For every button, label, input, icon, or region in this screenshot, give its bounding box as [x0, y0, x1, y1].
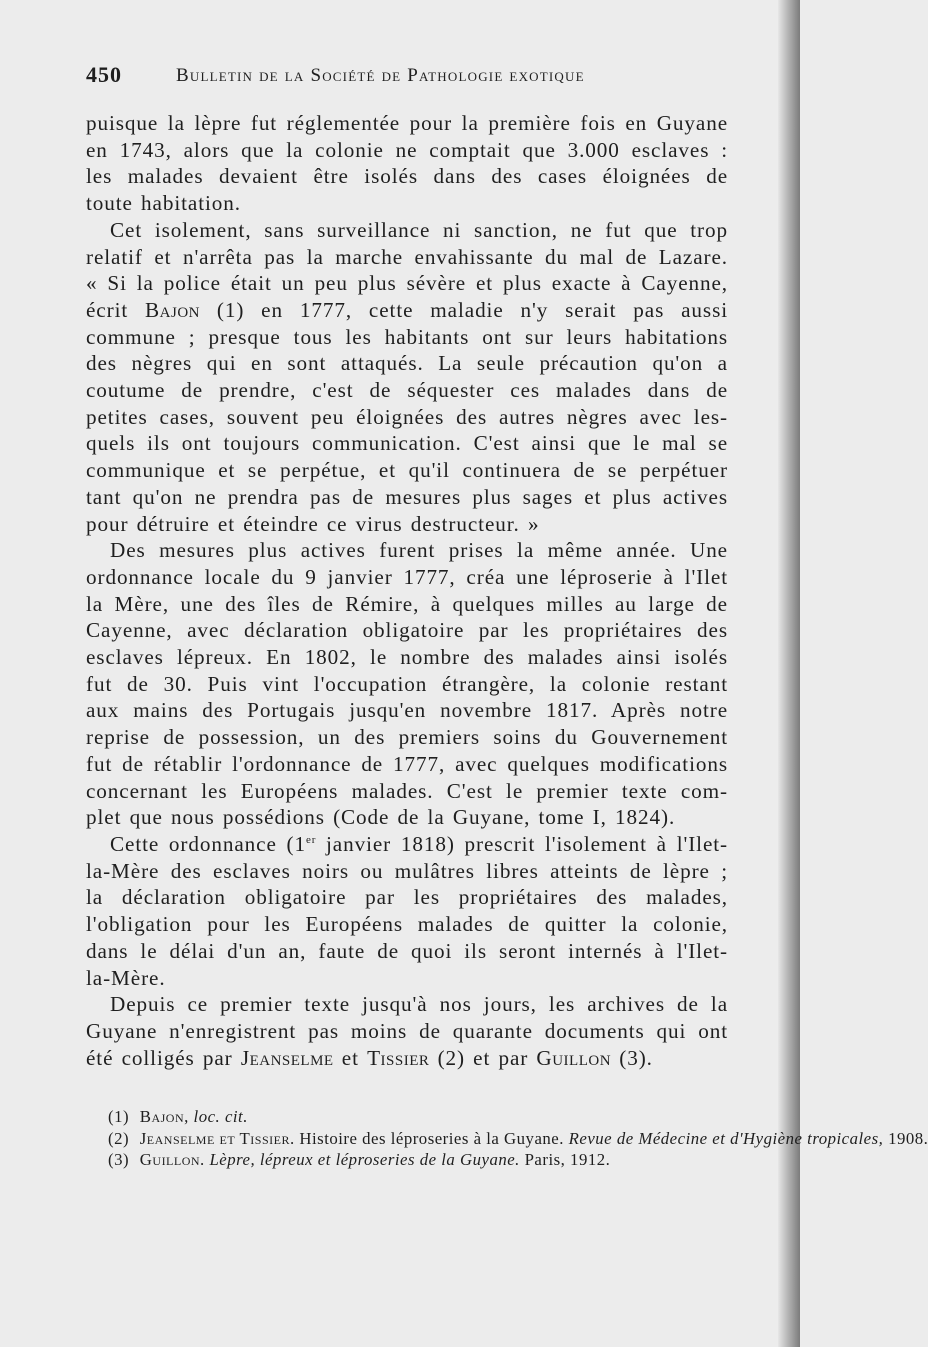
text-line: ordonnance locale du 9 janvier 1777, créa une léproserie à l'Ilet	[86, 564, 728, 589]
text-line: « Si la police était un peu plus sévère et plus exacte à Cayenne,	[86, 271, 728, 296]
footnote-marker: (3)	[108, 1150, 130, 1169]
footnote-marker: (2)	[108, 1128, 130, 1148]
author-name: Tissier	[367, 1045, 430, 1070]
text-line: la déclaration obligatoire par les propriétaires des malades,	[86, 885, 728, 910]
ordinal-suffix: er	[305, 833, 317, 846]
footnote-author: Bajon,	[139, 1107, 189, 1126]
text-line: la-Mère.	[86, 965, 166, 990]
text-line: esclaves lépreux. En 1802, le nombre des malades ainsi isolés	[86, 645, 728, 670]
footnotes	[108, 1106, 928, 1171]
text-line: fut de rétablir l'ordonnance de 1777, avec quelques modifications	[86, 751, 728, 776]
text-line: aux mains des Portugais jusqu'en novembre 1817. Après notre	[86, 698, 728, 723]
text-line: commune ; presque tous les habitants ont sur leurs habitations	[86, 324, 728, 349]
text-line: la-Mère des esclaves noirs ou mulâtres libres atteints de lèpre ;	[86, 858, 728, 883]
text-line: Des mesures plus actives furent prises la même année. Une	[110, 538, 728, 563]
text-line: tant qu'on ne prendra pas de mesures plus sages et plus actives	[86, 484, 728, 509]
text-line: petites cases, souvent peu éloignées des autres nègres avec les-	[86, 404, 728, 429]
text-line: Guyane n'enregistrent pas moins de quarante documents qui ont	[86, 1018, 728, 1043]
text-line: reprise de possession, un des premiers soins du Gouvernement	[86, 725, 728, 750]
text-line: Cette ordonnance (1er janvier 1818) prescrit l'isolement à l'Ilet-	[110, 831, 728, 856]
footnote-1	[108, 1106, 728, 1128]
text-line: les malades devaient être isolés dans des cases éloignées de	[86, 164, 728, 189]
body-text	[86, 110, 728, 1071]
text-line: coutume de prendre, c'est de séquester ces malades dans de	[86, 378, 728, 403]
text-line: puisque la lèpre fut réglementée pour la première fois en Guyane	[86, 111, 728, 135]
text-line: concernant les Européens malades. C'est le premier texte com-	[86, 778, 728, 803]
footnote-title: Lèpre, lépreux et léproseries de la Guyane.	[209, 1150, 520, 1169]
page-number: 450	[86, 62, 122, 87]
text-line: la Mère, une des îles de Rémire, à quelques milles au large de	[86, 591, 728, 616]
text-line: l'obligation pour les Européens malades de quitter la colonie,	[86, 912, 728, 937]
footnote-author: Jeanselme et Tissier.	[139, 1128, 295, 1148]
footnote-ref: loc. cit.	[193, 1107, 248, 1126]
text-line: été colligés par Jeanselme et Tissier (2) et par Guillon (3).	[86, 1045, 653, 1070]
author-name: Bajon	[145, 297, 200, 322]
footnote-journal: Revue de Médecine et d'Hygiène tropicales,	[568, 1128, 884, 1148]
text-line: pour détruire et éteindre ce virus destructeur. »	[86, 511, 540, 536]
text-line: communique et se perpétue, et qu'il continuera de se perpétuer	[86, 458, 728, 483]
footnote-3	[108, 1149, 728, 1171]
footnote-year: 1908.	[888, 1128, 928, 1148]
text-line: Cayenne, avec déclaration obligatoire par les propriétaires des	[86, 618, 728, 643]
text-line: toute habitation.	[86, 191, 241, 216]
footnote-author: Guillon.	[139, 1150, 205, 1169]
text-line: en 1743, alors que la colonie ne comptait que 3.000 esclaves :	[86, 137, 728, 162]
text-line: fut de 30. Puis vint l'occupation étrangère, la colonie restant	[86, 671, 728, 696]
page-header	[86, 62, 696, 92]
author-name: Guillon	[536, 1045, 612, 1070]
text-line: quels ils ont toujours communication. C'est ainsi que le mal se	[86, 431, 728, 456]
footnote-marker: (1)	[108, 1107, 130, 1126]
footnote-2	[108, 1128, 928, 1150]
text-line: Depuis ce premier texte jusqu'à nos jours, les archives de la	[110, 992, 728, 1017]
text-line: plet que nous possédions (Code de la Guyane, tome I, 1824).	[86, 805, 676, 830]
text-line: Cet isolement, sans surveillance ni sanction, ne fut que trop	[110, 217, 728, 242]
text-line: écrit Bajon (1) en 1777, cette maladie n'y serait pas aussi	[86, 297, 728, 322]
footnote-place-year: Paris, 1912.	[524, 1150, 611, 1169]
text-line: relatif et n'arrêta pas la marche envahissante du mal de Lazare.	[86, 244, 728, 269]
footnote-title: Histoire des léproseries à la Guyane.	[299, 1128, 564, 1148]
author-name: Jeanselme	[240, 1045, 334, 1070]
text-line: dans le délai d'un an, faute de quoi ils seront internés à l'Ilet-	[86, 938, 728, 963]
text-line: des nègres qui en sont attaqués. La seule précaution qu'on a	[86, 351, 728, 376]
running-title: Bulletin de la Société de Pathologie exotique	[176, 65, 585, 86]
